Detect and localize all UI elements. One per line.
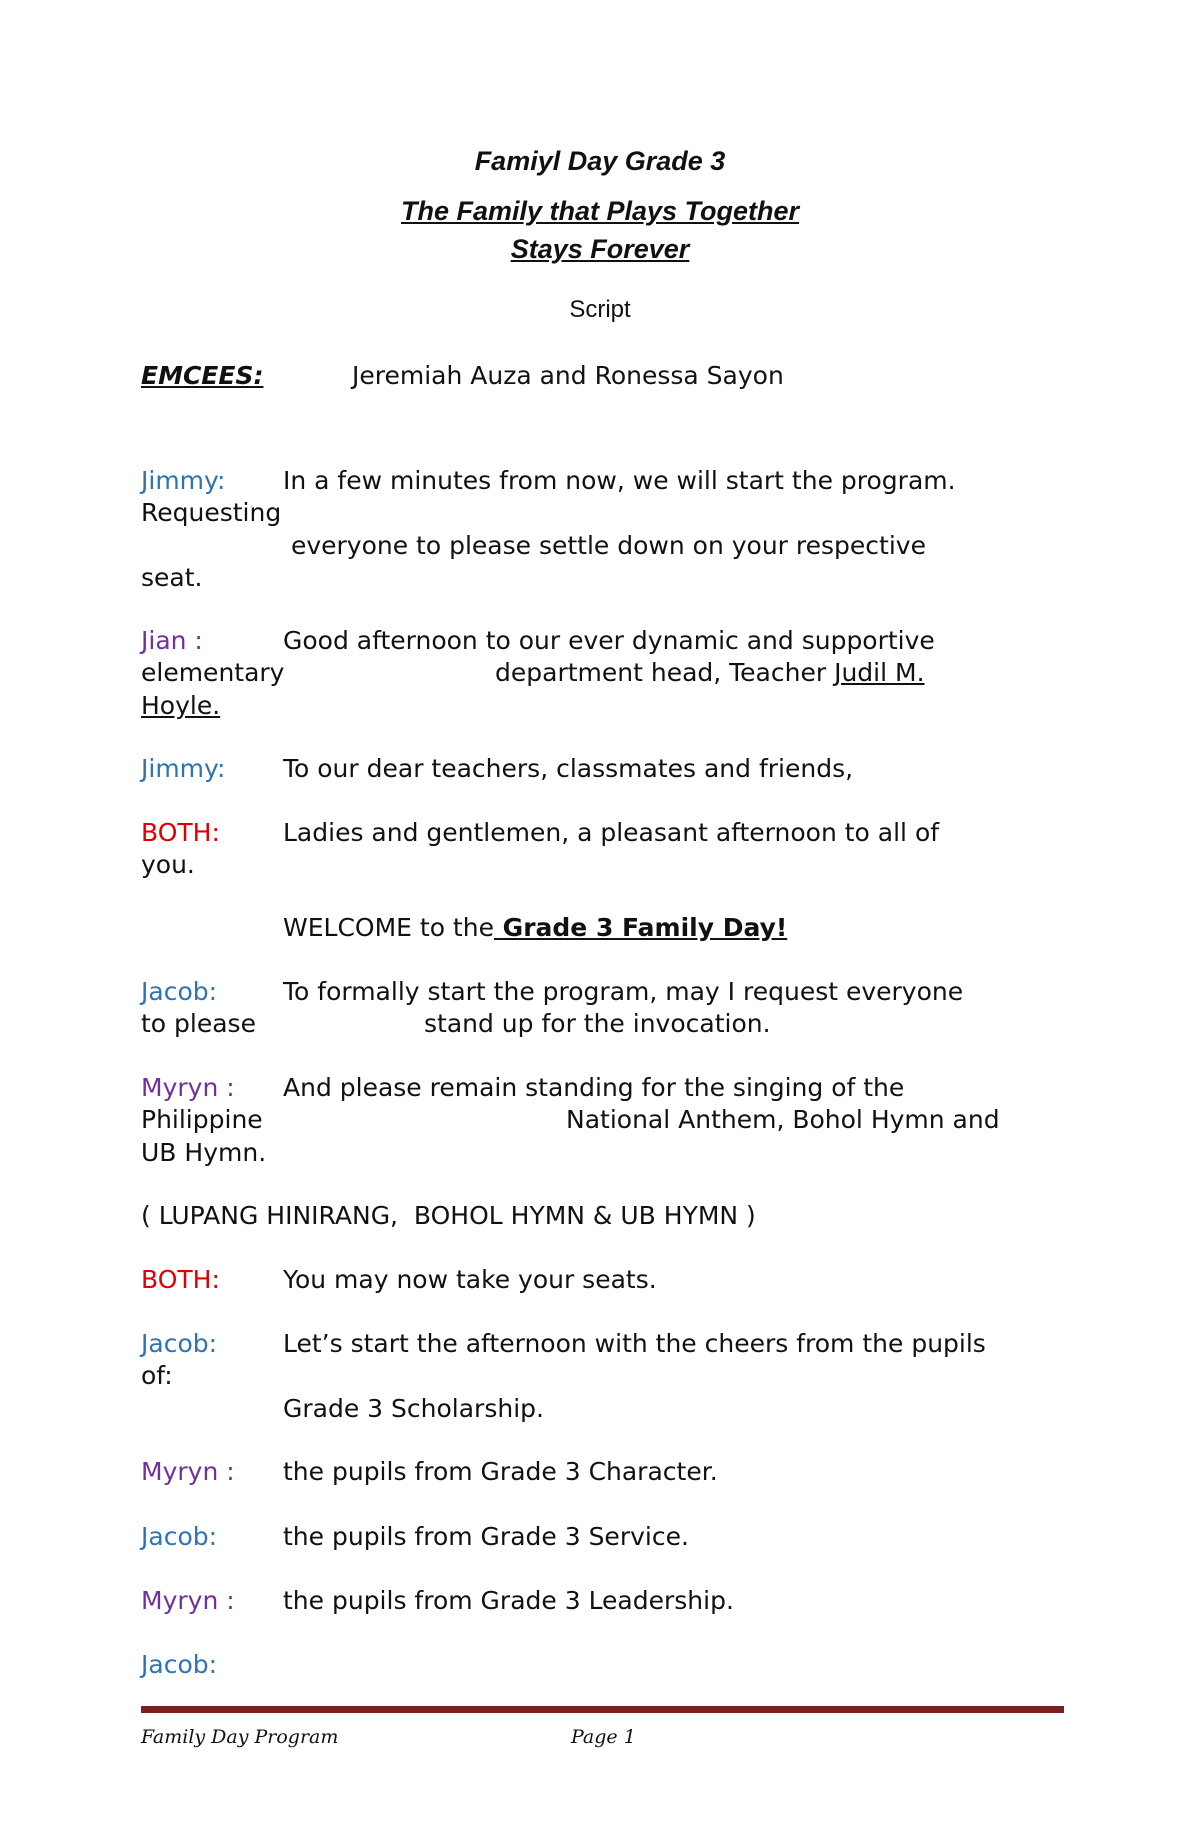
line-text: stand up for the invocation. [424, 1009, 771, 1038]
line-text: Let’s start the afternoon with the cheers from the pupils [283, 1329, 986, 1358]
speaker-jimmy: Jimmy: [141, 754, 226, 783]
welcome-text: WELCOME to the [283, 913, 494, 942]
line-text: Good afternoon to our ever dynamic and supportive [283, 626, 935, 655]
speaker-jian: Jian : [141, 626, 203, 655]
footer-title: Family Day Program [141, 1726, 339, 1748]
line-text: National Anthem, Bohol Hymn and [566, 1105, 1000, 1134]
theme-line-2: Stays Forever [510, 234, 690, 264]
line-text: of: [141, 1361, 173, 1390]
theme-line-1: The Family that Plays Together [400, 196, 800, 226]
teacher-name: Judil M. [834, 658, 925, 687]
line-text: department head, Teacher [495, 658, 835, 687]
line-text: Grade 3 Scholarship. [283, 1394, 544, 1423]
line-text: to please [141, 1009, 256, 1038]
speaker-myryn: Myryn : [141, 1586, 235, 1615]
speaker-both: BOTH: [141, 1265, 220, 1294]
document-title: Famiyl Day Grade 3 [474, 146, 726, 176]
line-text: seat. [141, 563, 203, 592]
speaker-myryn: Myryn : [141, 1457, 235, 1486]
anthem-note: ( LUPANG HINIRANG, BOHOL HYMN & UB HYMN ) [141, 1201, 756, 1230]
line-text: the pupils from Grade 3 Service. [283, 1522, 689, 1551]
line-text: To formally start the program, may I request everyone [283, 977, 964, 1006]
speaker-jacob: Jacob: [141, 977, 218, 1006]
emcees-names: Jeremiah Auza and Ronessa Sayon [352, 361, 784, 390]
line-text: And please remain standing for the singing of the [283, 1073, 905, 1102]
event-name: Grade 3 Family Day! [493, 913, 788, 942]
line-text: To our dear teachers, classmates and friends, [283, 754, 854, 783]
line-text: Philippine [141, 1105, 263, 1134]
line-text: UB Hymn. [141, 1138, 267, 1167]
line-text: Ladies and gentlemen, a pleasant afternoon to all of [283, 818, 940, 847]
line-text: the pupils from Grade 3 Character. [283, 1457, 718, 1486]
speaker-jacob: Jacob: [141, 1522, 218, 1551]
line-text: everyone to please settle down on your respective [283, 531, 926, 560]
speaker-both: BOTH: [141, 818, 220, 847]
script-label: Script [569, 296, 631, 323]
line-text: the pupils from Grade 3 Leadership. [283, 1586, 734, 1615]
line-text: You may now take your seats. [283, 1265, 657, 1294]
speaker-myryn: Myryn : [141, 1073, 235, 1102]
line-text: In a few minutes from now, we will start the program. [283, 466, 956, 495]
page-number: Page 1 [571, 1726, 636, 1748]
speaker-jacob: Jacob: [141, 1650, 218, 1679]
line-text: you. [141, 850, 195, 879]
line-text: elementary [141, 658, 285, 687]
emcees-label: EMCEES: [141, 361, 264, 390]
line-text: Requesting [141, 498, 282, 527]
speaker-jimmy: Jimmy: [141, 466, 226, 495]
footer-rule [141, 1706, 1064, 1713]
speaker-jacob: Jacob: [141, 1329, 218, 1358]
teacher-name-cont: Hoyle. [141, 691, 221, 720]
